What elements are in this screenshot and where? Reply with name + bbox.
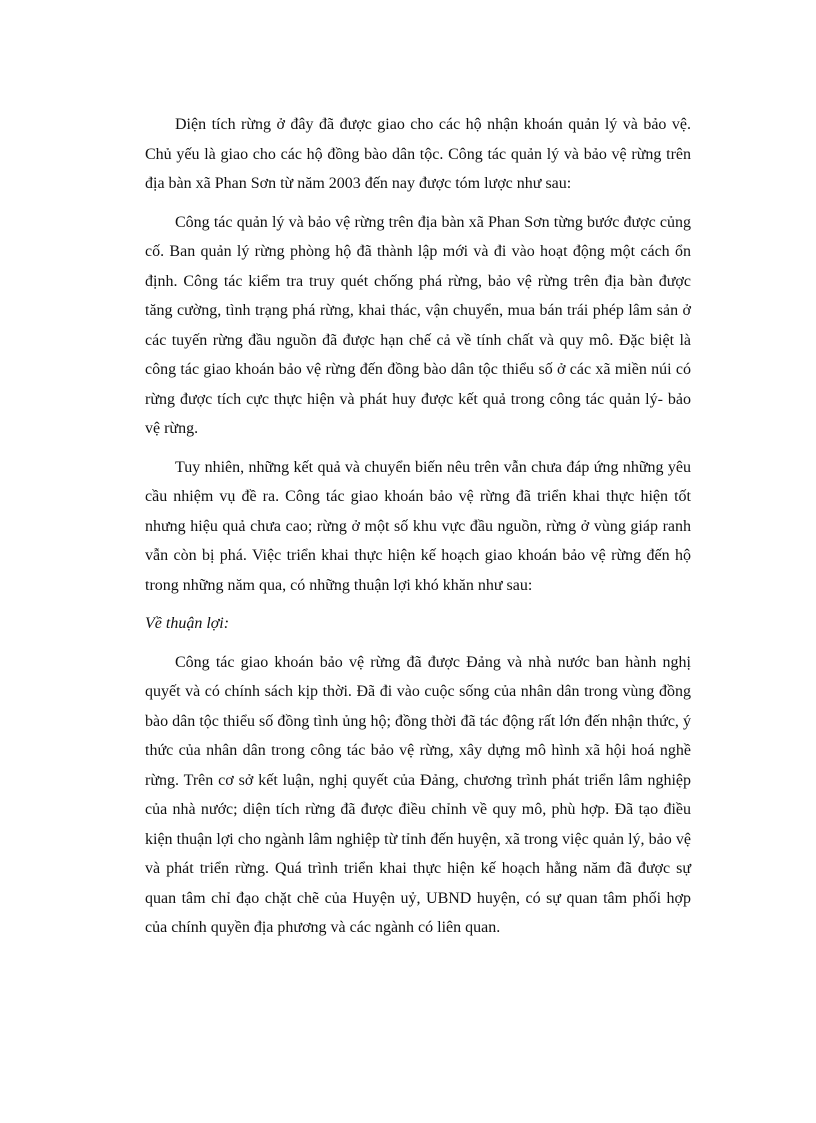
paragraph-advantages: Công tác giao khoán bảo vệ rừng đã được Đảng và nhà nước ban hành nghị quyết và có chính sách kịp thời. Đã đi vào cuộc sống của nhân dân trong vùng đồng bào dân tộc thiểu số đồng tình ủng hộ; đồng thời đã tác động rất lớn đến nhận thức, ý thức của nhân dân trong công tác bảo vệ rừng, xây dựng mô hình xã hội hoá nghề rừng. Trên cơ sở kết luận, nghị quyết của Đảng, chương trình phát triển lâm nghiệp của nhà nước; diện tích rừng đã được điều chỉnh về quy mô, phù hợp. Đã tạo điều kiện thuận lợi cho ngành lâm nghiệp từ tỉnh đến huyện, xã trong việc quản lý, bảo vệ và phát triển rừng. Quá trình triển khai thực hiện kế hoạch hằng năm đã được sự quan tâm chỉ đạo chặt chẽ của Huyện uỷ, UBND huyện, có sự quan tâm phối hợp của chính quyền địa phương và các ngành có liên quan. <box>145 653 691 936</box>
paragraph-management-progress: Công tác quản lý và bảo vệ rừng trên địa bàn xã Phan Sơn từng bước được củng cố. Ban quản lý rừng phòng hộ đã thành lập mới và đi vào hoạt động một cách ổn định. Công tác kiểm tra truy quét chống phá rừng, bảo vệ rừng trên địa bàn được tăng cường, tình trạng phá rừng, khai thác, vận chuyển, mua bán trái phép lâm sản ở các tuyến rừng đầu nguồn đã được hạn chế cả về tính chất và quy mô. Đặc biệt là công tác giao khoán bảo vệ rừng đến đồng bào dân tộc thiểu số ở các xã miền núi có rừng được tích cực thực hiện và phát huy được kết quả trong công tác quản lý- bảo vệ rừng. <box>145 213 691 437</box>
document-page <box>145 110 691 952</box>
paragraph-limitations: Tuy nhiên, những kết quả và chuyển biến nêu trên vẫn chưa đáp ứng những yêu cầu nhiệm vụ đề ra. Công tác giao khoán bảo vệ rừng đã triển khai thực hiện tốt nhưng hiệu quả chưa cao; rừng ở một số khu vực đầu nguồn, rừng ở vùng giáp ranh vẫn còn bị phá. Việc triển khai thực hiện kế hoạch giao khoán bảo vệ rừng đến hộ trong những năm qua, có những thuận lợi khó khăn như sau: <box>145 458 691 594</box>
section-heading-advantages: Về thuận lợi: <box>145 615 230 632</box>
paragraph-forest-allocation: Diện tích rừng ở đây đã được giao cho các hộ nhận khoán quản lý và bảo vệ. Chủ yếu là giao cho các hộ đồng bào dân tộc. Công tác quản lý và bảo vệ rừng trên địa bàn xã Phan Sơn từ năm 2003 đến nay được tóm lược như sau: <box>145 116 691 192</box>
